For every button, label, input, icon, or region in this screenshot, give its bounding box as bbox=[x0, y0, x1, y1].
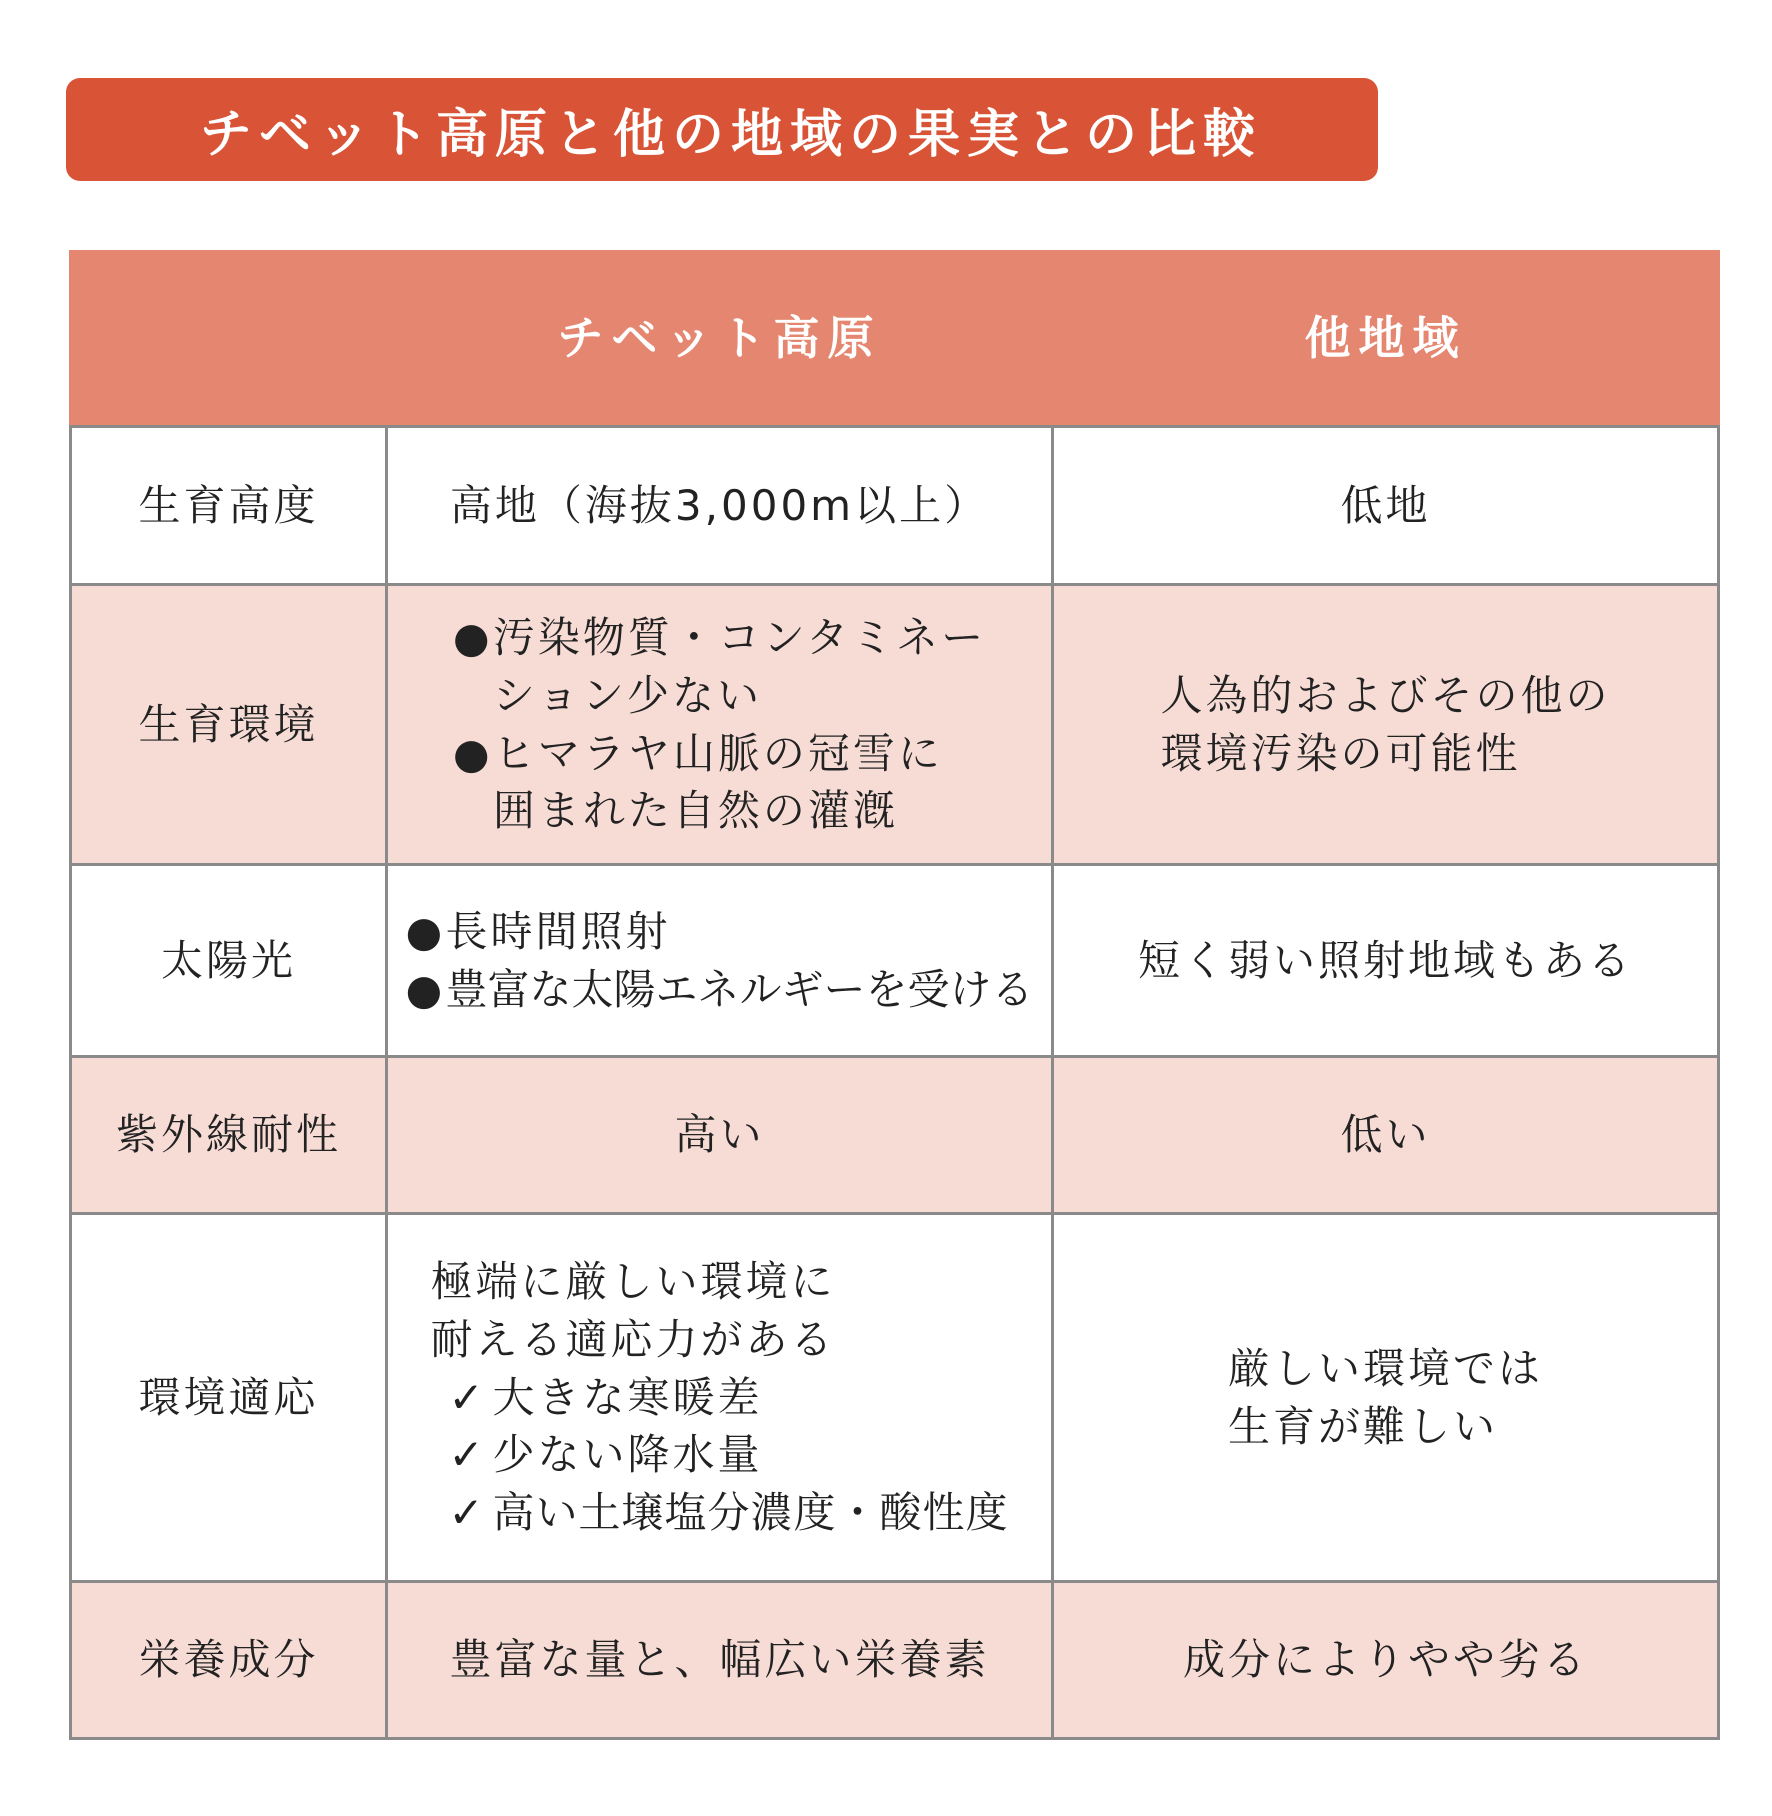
table-row bbox=[71, 1582, 1719, 1739]
bullet-icon: ● bbox=[405, 964, 446, 1014]
table-header-row bbox=[71, 252, 1719, 427]
tibet-altitude: 高地（海抜3,000m以上） bbox=[387, 427, 1053, 585]
bullet-list bbox=[453, 609, 986, 841]
other-nutrients: 成分によりやや劣る bbox=[1053, 1582, 1719, 1739]
other-environment bbox=[1053, 585, 1719, 865]
bullet-icon: ● bbox=[452, 612, 493, 662]
list-item-text: 汚染物質・コンタミネー bbox=[492, 612, 987, 662]
tibet-adaptation bbox=[387, 1214, 1053, 1582]
table-row bbox=[71, 1057, 1719, 1214]
list-item-text: 豊富な太陽エネルギーを受ける bbox=[445, 964, 1034, 1014]
other-sunlight: 短く弱い照射地域もある bbox=[1053, 865, 1719, 1057]
bullet-list bbox=[405, 903, 1033, 1019]
check-icon: ✓ bbox=[448, 1488, 487, 1538]
tibet-uv-tolerance: 高い bbox=[387, 1057, 1053, 1214]
header-empty-cell bbox=[71, 252, 387, 427]
cell-text: 生育が難しい bbox=[1227, 1401, 1498, 1451]
table-row bbox=[71, 585, 1719, 865]
cell-text: 耐える適応力がある bbox=[430, 1314, 836, 1364]
bullet-icon: ● bbox=[452, 728, 493, 778]
tibet-nutrients: 豊富な量と、幅広い栄養素 bbox=[387, 1582, 1053, 1739]
list-item-text: 長時間照射 bbox=[445, 906, 671, 956]
row-label-uv-tolerance: 紫外線耐性 bbox=[71, 1057, 387, 1214]
list-item-text: ヒマラヤ山脈の冠雪に bbox=[492, 728, 943, 778]
title-banner bbox=[66, 78, 1378, 181]
list-item-text: ション少ない bbox=[492, 670, 762, 720]
check-icon: ✓ bbox=[448, 1372, 487, 1422]
list-item bbox=[430, 1426, 1008, 1484]
list-item-text: 囲まれた自然の灌漑 bbox=[492, 786, 898, 836]
other-altitude: 低地 bbox=[1053, 427, 1719, 585]
table-row bbox=[71, 427, 1719, 585]
check-icon: ✓ bbox=[448, 1430, 487, 1480]
page-title: チベット高原と他の地域の果実との比較 bbox=[200, 105, 1263, 165]
cell-text: 厳しい環境では bbox=[1227, 1343, 1543, 1393]
list-item bbox=[430, 1484, 1008, 1542]
header-other-regions: 他地域 bbox=[1053, 252, 1719, 427]
row-label-sunlight: 太陽光 bbox=[71, 865, 387, 1057]
header-tibet: チベット高原 bbox=[387, 252, 1053, 427]
list-item bbox=[453, 725, 986, 841]
list-item bbox=[453, 609, 986, 725]
row-label-nutrients: 栄養成分 bbox=[71, 1582, 387, 1739]
list-item-text: 少ない降水量 bbox=[492, 1430, 763, 1480]
other-uv-tolerance: 低い bbox=[1053, 1057, 1719, 1214]
table-row bbox=[71, 865, 1719, 1057]
row-label-environment: 生育環境 bbox=[71, 585, 387, 865]
cell-text: 環境汚染の可能性 bbox=[1160, 728, 1521, 778]
tibet-sunlight bbox=[387, 865, 1053, 1057]
list-item bbox=[405, 903, 1033, 961]
list-item-text: 高い土壌塩分濃度・酸性度 bbox=[492, 1488, 1009, 1538]
table-row bbox=[71, 1214, 1719, 1582]
list-item bbox=[405, 961, 1033, 1019]
tibet-environment bbox=[387, 585, 1053, 865]
other-adaptation bbox=[1053, 1214, 1719, 1582]
comparison-table bbox=[69, 250, 1720, 1740]
list-item bbox=[430, 1369, 1008, 1427]
list-item-text: 大きな寒暖差 bbox=[492, 1372, 763, 1422]
cell-text: 人為的およびその他の bbox=[1160, 670, 1611, 720]
row-label-altitude: 生育高度 bbox=[71, 427, 387, 585]
cell-text: 極端に厳しい環境に bbox=[430, 1256, 836, 1306]
row-label-adaptation: 環境適応 bbox=[71, 1214, 387, 1582]
bullet-icon: ● bbox=[405, 906, 446, 956]
